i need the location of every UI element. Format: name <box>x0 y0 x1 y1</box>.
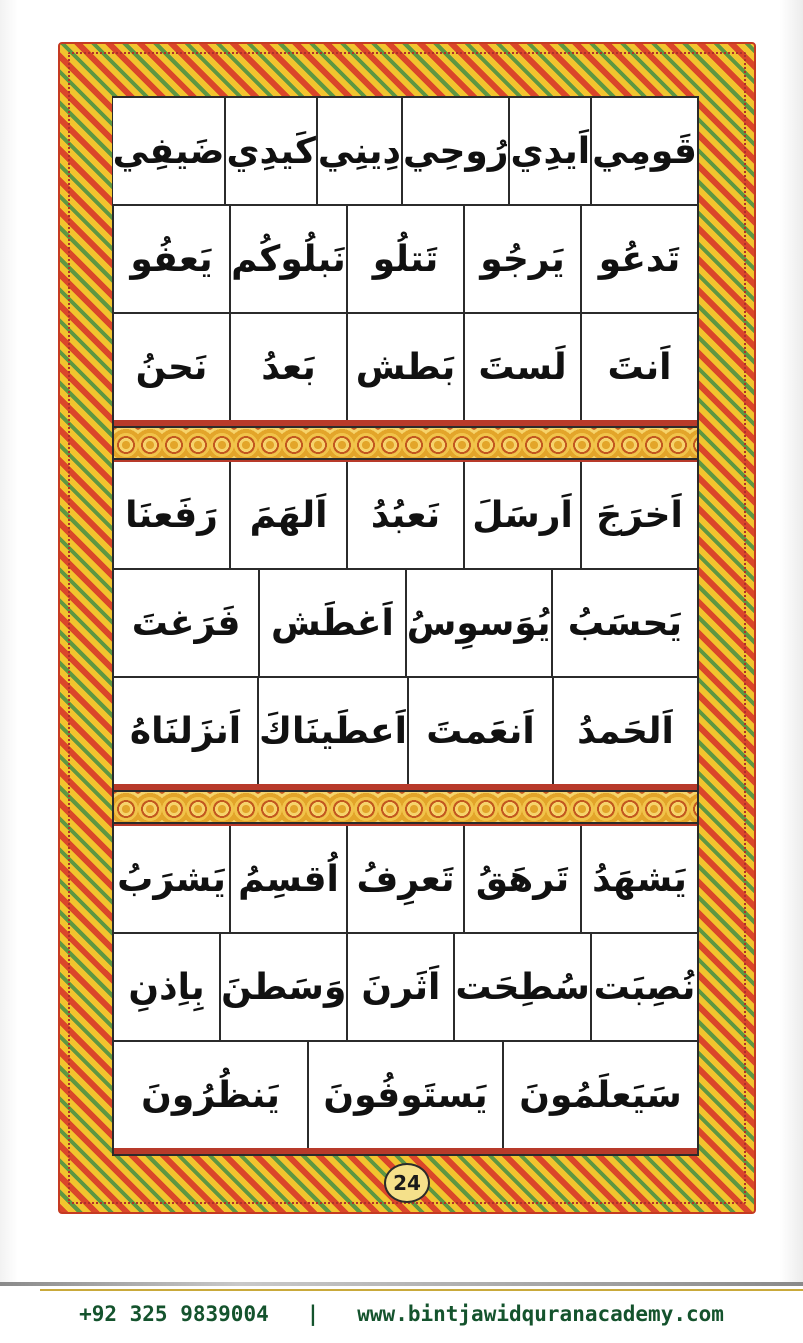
word-cell: يَستَوفُونَ <box>309 1042 502 1148</box>
grid-row <box>114 206 697 312</box>
word-cell: يَشرَبُ <box>114 826 229 932</box>
word-cell: قَومِي <box>592 98 697 204</box>
word-cell: تَدعُو <box>582 206 697 312</box>
footer-phone: +92 325 9839004 <box>79 1302 269 1326</box>
word-cell: بَعدُ <box>231 314 346 420</box>
footer-divider <box>40 1289 803 1291</box>
word-grid-section-3 <box>114 826 697 1148</box>
word-cell: اَنعَمتَ <box>409 678 552 784</box>
word-cell: اَخرَجَ <box>582 462 697 568</box>
word-cell: اَلهَمَ <box>231 462 346 568</box>
word-cell: يَرجُو <box>465 206 580 312</box>
grid-row <box>114 934 697 1040</box>
word-cell: وَسَطنَ <box>221 934 346 1040</box>
word-cell: تَرهَقُ <box>465 826 580 932</box>
word-cell: يَنظُرُونَ <box>114 1042 307 1148</box>
grid-row <box>114 98 697 204</box>
word-cell: سُطِحَت <box>455 934 590 1040</box>
word-cell: اَعطَينَاكَ <box>259 678 407 784</box>
page-number: 24 <box>384 1163 430 1203</box>
word-cell: نَحنُ <box>114 314 229 420</box>
word-cell: بِاِذنِ <box>114 934 219 1040</box>
word-cell: اَثَرنَ <box>348 934 453 1040</box>
word-cell: اُقسِمُ <box>231 826 346 932</box>
word-cell: بَطش <box>348 314 463 420</box>
footer <box>0 1296 803 1332</box>
grid-row <box>114 462 697 568</box>
word-cell: يُوَسوِسُ <box>407 570 551 676</box>
word-cell: دِينِي <box>318 98 401 204</box>
word-cell: اَنزَلنَاهُ <box>114 678 257 784</box>
word-cell: لَستَ <box>465 314 580 420</box>
word-cell: رَفَعنَا <box>114 462 229 568</box>
word-grid-section-1 <box>114 98 697 420</box>
grid-row <box>114 570 697 676</box>
word-cell: نُصِبَت <box>592 934 697 1040</box>
word-cell: اَيدِي <box>510 98 590 204</box>
word-cell: تَتلُو <box>348 206 463 312</box>
grid-row <box>114 826 697 932</box>
footer-separator-glyph: | <box>306 1302 320 1326</box>
word-cell: ضَيفِي <box>113 98 225 204</box>
word-cell: سَيَعلَمُونَ <box>504 1042 697 1148</box>
page-edge-shadow <box>0 1282 803 1286</box>
word-grid-section-2 <box>114 462 697 784</box>
word-cell: تَعرِفُ <box>348 826 463 932</box>
word-cell: كَيدِي <box>226 98 315 204</box>
word-cell: يَعفُو <box>114 206 229 312</box>
word-cell: يَحسَبُ <box>553 570 697 676</box>
grid-row <box>114 678 697 784</box>
ornamental-divider <box>114 426 697 460</box>
word-cell: فَرَغتَ <box>114 570 258 676</box>
grid-row <box>114 314 697 420</box>
word-cell: اَنتَ <box>582 314 697 420</box>
word-cell: اَلحَمدُ <box>554 678 697 784</box>
word-cell: رُوحِي <box>403 98 508 204</box>
ornamental-divider <box>114 790 697 824</box>
word-cell: نَعبُدُ <box>348 462 463 568</box>
footer-separator <box>269 1302 358 1326</box>
word-cell: اَرسَلَ <box>465 462 580 568</box>
footer-website[interactable]: www.bintjawidquranacademy.com <box>357 1302 724 1326</box>
word-cell: اَغطَش <box>260 570 404 676</box>
word-cell: نَبلُوكُم <box>231 206 346 312</box>
grid-row <box>114 1042 697 1148</box>
word-cell: يَشهَدُ <box>582 826 697 932</box>
